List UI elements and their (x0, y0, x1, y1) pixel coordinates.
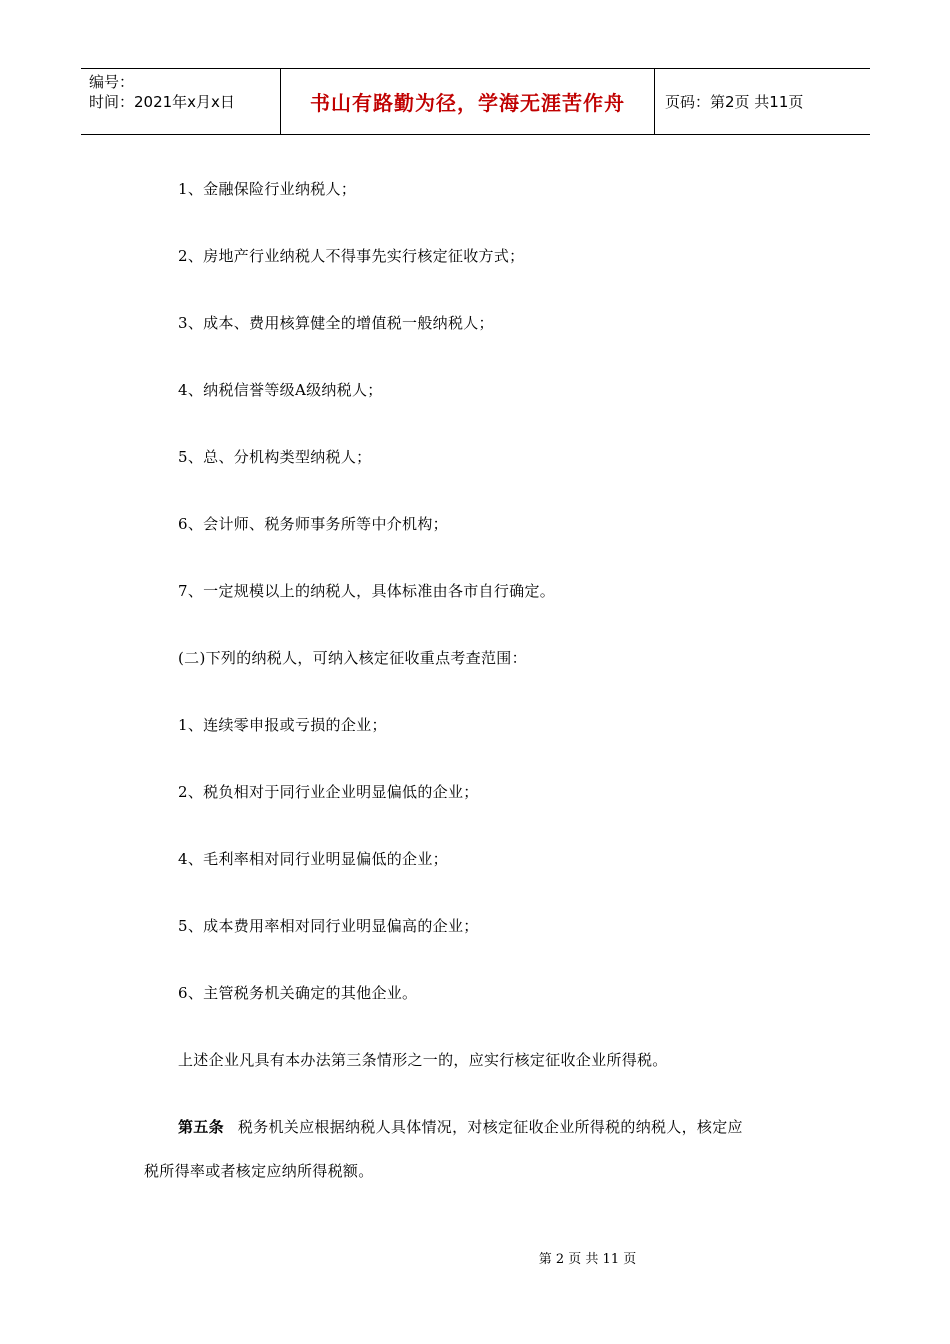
list-item: 2、税负相对于同行业企业明显偏低的企业； (178, 783, 479, 801)
article-five-title: 第五条 (178, 1118, 224, 1136)
list-item: 1、连续零申报或亏损的企业； (178, 716, 387, 734)
list-item: 2、房地产行业纳税人不得事先实行核定征收方式； (178, 247, 525, 265)
document-time-label: 时间：2021年x月x日 (89, 93, 235, 111)
list-item: 4、毛利率相对同行业明显偏低的企业； (178, 850, 448, 868)
list-item: 1、金融保险行业纳税人； (178, 180, 357, 198)
list-item: 4、纳税信誉等级A级纳税人； (178, 381, 383, 399)
list-item: 3、成本、费用核算健全的增值税一般纳税人； (178, 314, 494, 332)
article-five-continuation: 税所得率或者核定应纳所得税额。 (144, 1162, 374, 1180)
list-item: 6、会计师、税务师事务所等中介机构； (178, 515, 448, 533)
header-motto: 书山有路勤为径，学海无涯苦作舟 (281, 69, 655, 134)
article-five-text: 税务机关应根据纳税人具体情况，对核定征收企业所得税的纳税人，核定应 (237, 1118, 743, 1136)
list-item: 7、一定规模以上的纳税人，具体标准由各市自行确定。 (178, 582, 556, 600)
paragraph: 上述企业凡具有本办法第三条情形之一的，应实行核定征收企业所得税。 (178, 1051, 668, 1069)
header-page-info: 页码：第2页 共11页 (665, 93, 804, 111)
section-heading: (二)下列的纳税人，可纳入核定征收重点考查范围： (178, 649, 527, 667)
page-header (81, 68, 870, 135)
document-number-label: 编号： (89, 73, 135, 91)
list-item: 6、主管税务机关确定的其他企业。 (178, 984, 418, 1002)
list-item: 5、成本费用率相对同行业明显偏高的企业； (178, 917, 479, 935)
article-five-paragraph (178, 1116, 743, 1137)
list-item: 5、总、分机构类型纳税人； (178, 448, 372, 466)
header-meta-cell (81, 69, 281, 134)
page-footer: 第 2 页 共 11 页 (538, 1252, 637, 1267)
